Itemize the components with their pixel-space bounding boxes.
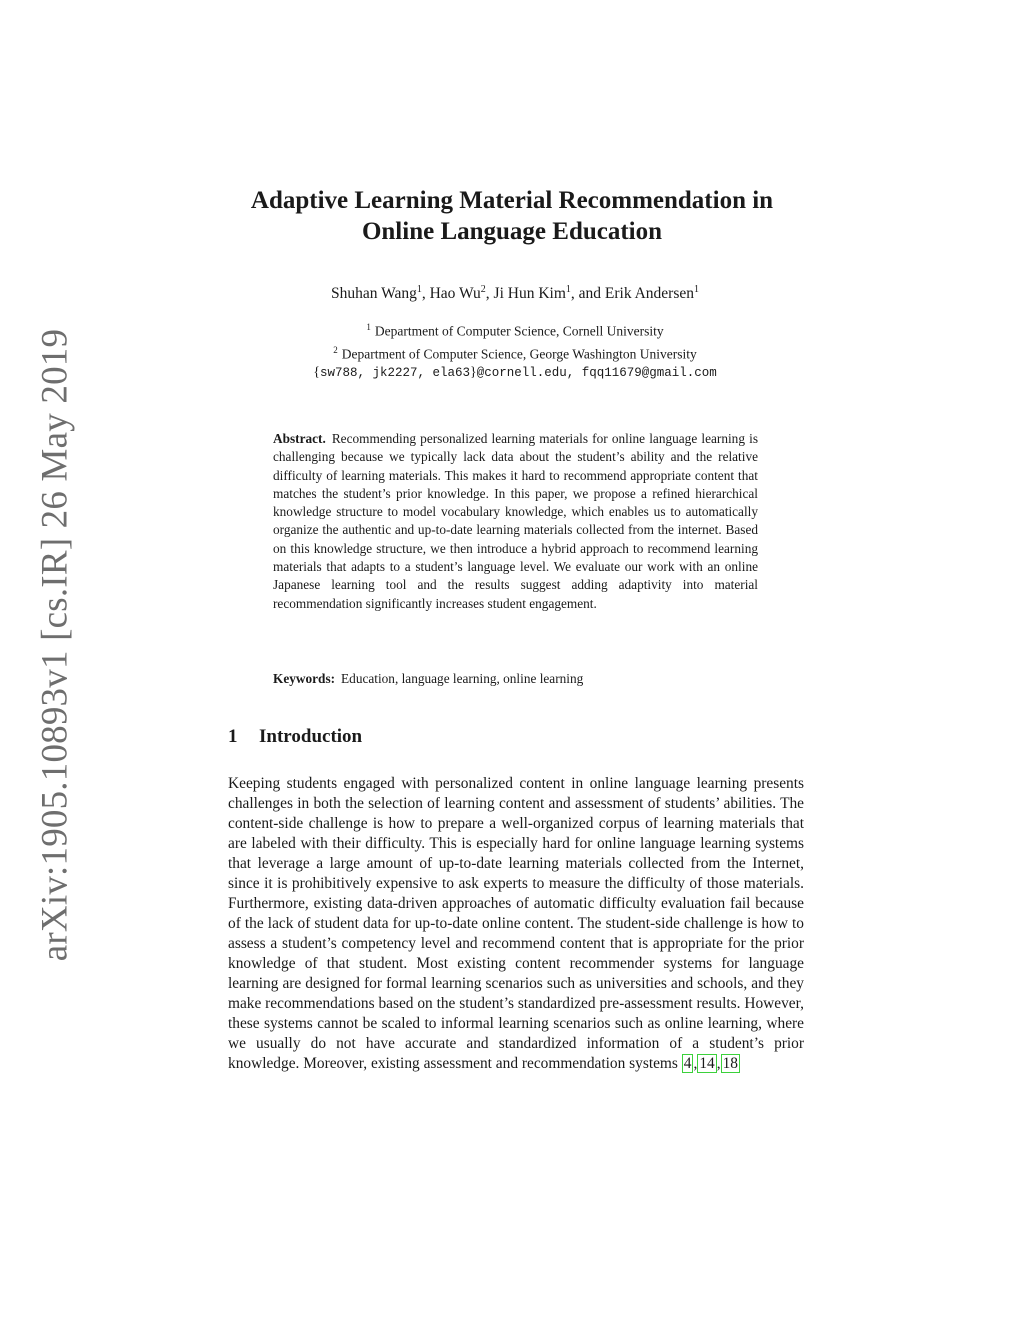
author-affiliation-mark: 2: [480, 284, 486, 295]
affiliation-text: Department of Computer Science, Cornell University: [374, 323, 664, 339]
abstract-label: Abstract.: [273, 431, 326, 446]
affiliation-number: 1: [366, 322, 371, 332]
author-name: Shuhan Wang: [330, 285, 417, 303]
title-line-1: Adaptive Learning Material Recommendation in: [250, 187, 774, 214]
citation-number: 4: [683, 1055, 692, 1072]
author-name: Hao Wu: [429, 285, 481, 303]
email-brace-open: {: [313, 365, 320, 380]
author-separator: ,: [421, 285, 430, 303]
author-affiliation-mark: 1: [565, 284, 571, 295]
abstract-text: Recommending personalized learning materials for online language learning is challenging because we typically lack data about the student’s ability and the relative difficulty of learning materials. This makes it hard to recommend appropriate content that matches the student’s prior knowledge. In this paper, we propose a refined hierarchical knowledge structure to model vocabulary knowledge, which enables us to automatically organize the authentic and up-to-date learning materials collected from the internet. Based on this knowledge structure, we then introduce a hybrid approach to recommend learning materials that adapts to a student’s language level. We evaluate our work with an online Japanese learning tool and the results suggest adding adaptivity into material recommendation significantly increases student engagement.: [273, 431, 758, 611]
section-number: 1: [228, 726, 238, 747]
author-separator: ,: [485, 285, 494, 303]
author-affiliation-mark: 1: [416, 284, 422, 295]
email-domains: @cornell.edu, fqq11679@gmail.com: [476, 366, 717, 380]
affiliations: [0, 318, 1024, 383]
title-line-2: Online Language Education: [361, 218, 663, 245]
affiliation: [0, 341, 1024, 364]
affiliation-text: Department of Computer Science, George Washington University: [341, 346, 697, 361]
author-name: Erik Andersen: [604, 285, 695, 303]
author-list: [0, 284, 1024, 303]
paper-title: [0, 185, 1024, 247]
section-title: Introduction: [259, 726, 363, 747]
affiliation: [0, 318, 1024, 341]
author-separator: , and: [570, 285, 605, 303]
citation-link[interactable]: [721, 1054, 740, 1073]
keywords: [273, 671, 758, 687]
citation-link[interactable]: [697, 1054, 716, 1073]
arxiv-stamp: arXiv:1905.10893v1 [cs.IR] 26 May 2019: [34, 328, 76, 962]
abstract: [273, 430, 758, 613]
email-ids: sw788, jk2227, ela63: [319, 366, 470, 380]
keywords-text: Education, language learning, online learning: [341, 671, 584, 686]
intro-text: Keeping students engaged with personalized content in online language learning presents challenges in both the selection of learning content and assessment of students’ abilities. The content-side challenge is how to prepare a well-organized corpus of learning materials that are labeled with their difficulty. This is especially hard for online language learning systems that leverage a large amount of up-to-date learning materials collected from the Internet, since it is prohibitively expensive to ask experts to measure the difficulty of those materials. Furthermore, existing data-driven approaches of automatic difficulty evaluation fail because of the lack of student data for up-to-date online content. The student-side challenge is how to assess a student’s competency level and recommend content that is appropriate for the prior knowledge of that student. Most existing content recommender systems for language learning are designed for formal learning scenarios such as universities and schools, and they make recommendations based on the student’s standardized pre-assessment results. However, these systems cannot be scaled to informal learning scenarios such as online learning, where we usually do not have accurate and standardized information of a student’s prior knowledge. Moreover, existing assessment and recommendation systems: [228, 775, 804, 1072]
author-affiliation-mark: 1: [694, 284, 700, 295]
citation-link[interactable]: [682, 1054, 694, 1073]
affiliation-number: 2: [333, 344, 338, 355]
section-heading: [228, 726, 362, 748]
keywords-label: Keywords:: [273, 671, 336, 686]
email-list: [0, 363, 1024, 383]
citation-number: 18: [722, 1055, 738, 1072]
citation-number: 14: [699, 1055, 715, 1072]
email-brace-close: }: [469, 365, 477, 380]
intro-paragraph: Keeping students engaged with personalized content in online language learning presents challenges in both the selection of learning content and assessment of students’ abilities. The content-side challenge is how to prepare a well-organized corpus of learning materials that are labeled with their difficulty. This is especially hard for online language learning systems that leverage a large amount of up-to-date learning materials collected from the Internet, since it is prohibitively expensive to ask experts to measure the difficulty of those materials. Furthermore, existing data-driven approaches of automatic difficulty evaluation fail because of the lack of student data for up-to-date online content. The student-side challenge is how to assess a student’s competency level and recommend content that is appropriate for the prior knowledge of that student. Most existing content recommender systems for language learning are designed for formal learning scenarios such as universities and schools, and they make recommendations based on the student’s standardized pre-assessment results. However, these systems cannot be scaled to informal learning scenarios such as online learning, where we usually do not have accurate and standardized information of a student’s prior knowledge. Moreover, existing assessment and recommendation systems 4 , 14 , 18: [228, 775, 804, 1072]
author-name: Ji Hun Kim: [493, 285, 566, 303]
